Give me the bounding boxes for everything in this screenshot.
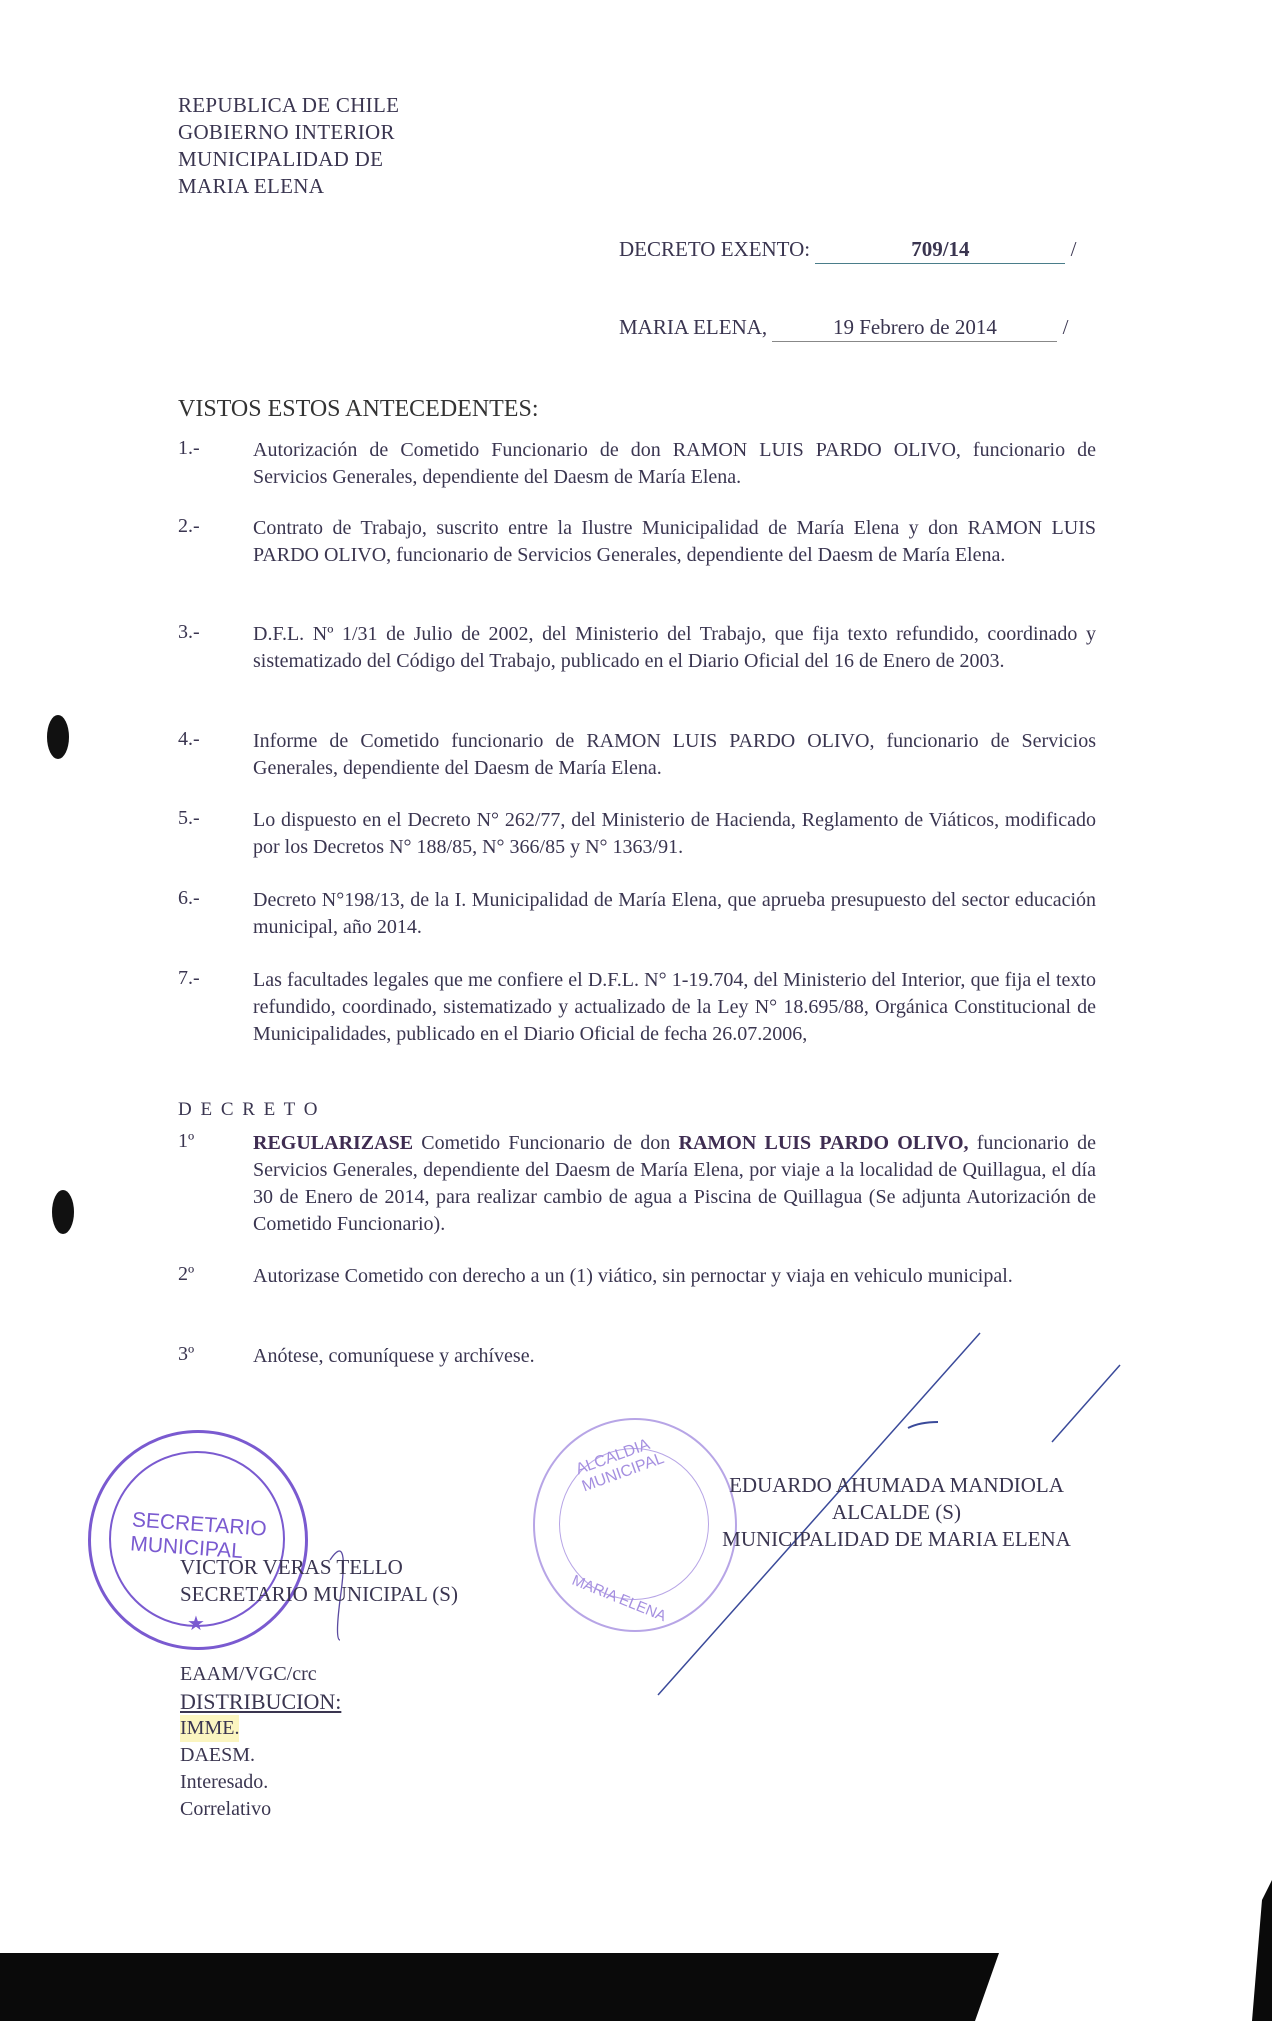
distribution-title: DISTRIBUCION:: [180, 1689, 342, 1714]
stamp-text: MUNICIPAL: [129, 1532, 244, 1564]
letterhead-line: REPUBLICA DE CHILE: [178, 93, 400, 117]
decree-number-value: 709/14: [815, 236, 1065, 264]
distribution-item: Correlativo: [180, 1798, 272, 1820]
mayor-signature: [700, 1472, 1093, 1553]
vistos-item: Las facultades legales que me confiere el D.F.L. N° 1-19.704, del Ministerio del Interior, que fija el texto refundido, coordinado, sistematizado y actualizado de la Ley N° 18.695/88, Orgánica Constitucional de Municipalidades, publicado en el Diario Oficial de fecha 26.07.2006,: [253, 969, 1096, 1045]
bold-text: REGULARIZASE: [253, 1132, 414, 1154]
text: Cometido Funcionario de don: [413, 1132, 679, 1154]
vistos-item: Contrato de Trabajo, suscrito entre la Ilustre Municipalidad de María Elena y don RAMON LUIS PARDO OLIVO, funcionario de Servicios Generales, dependiente del Daesm de María Elena.: [253, 517, 1096, 566]
stamp-text: SECRETARIO: [131, 1508, 268, 1541]
vistos-item: Lo dispuesto en el Decreto N° 262/77, del Ministerio de Hacienda, Reglamento de Viáticos, modificado por los Decretos N° 188/85, N° 366/85 y N° 1363/91.: [253, 809, 1096, 858]
item-number: 1º: [178, 1130, 195, 1152]
decreto-title: D E C R E T O: [178, 1099, 320, 1120]
item-number: 3º: [178, 1343, 195, 1365]
vistos-item: D.F.L. Nº 1/31 de Julio de 2002, del Ministerio del Trabajo, que fija texto refundido, coordinado y sistematizado del Código del Trabajo, publicado en el Diario Oficial del 16 de Enero de 2003.: [253, 623, 1096, 672]
item-number: 3.-: [178, 621, 200, 643]
mayor-name: EDUARDO AHUMADA MANDIOLA: [729, 1473, 1064, 1497]
letterhead-line: MUNICIPALIDAD DE: [178, 147, 384, 171]
vistos-item: Decreto N°198/13, de la I. Municipalidad de María Elena, que aprueba presupuesto del sector educación municipal, año 2014.: [253, 889, 1096, 938]
bold-text: RAMON LUIS PARDO OLIVO,: [678, 1132, 969, 1154]
vistos-item: Informe de Cometido funcionario de RAMON LUIS PARDO OLIVO, funcionario de Servicios Generales, dependiente del Daesm de María Elena.: [253, 730, 1096, 779]
item-number: 6.-: [178, 887, 200, 909]
star-icon: ★: [187, 1613, 205, 1635]
item-number: 5.-: [178, 807, 200, 829]
stamp-text: MARIA ELENA: [569, 1571, 669, 1626]
secretary-signature: [180, 1554, 458, 1608]
item-number: 1.-: [178, 437, 200, 459]
distribution: [180, 1661, 341, 1823]
letterhead-line: MARIA ELENA: [178, 174, 325, 198]
distribution-item: DAESM.: [180, 1744, 256, 1766]
decree-number: DECRETO EXENTO: 709/14 /: [619, 236, 1076, 264]
mayor-org: MUNICIPALIDAD DE MARIA ELENA: [722, 1527, 1071, 1551]
decreto-item: Anótese, comuníquese y archívese.: [253, 1345, 535, 1367]
secretary-name: VICTOR VERAS TELLO: [180, 1555, 403, 1579]
decreto-item: Autorizase Cometido con derecho a un (1) viático, sin pernoctar y viaja en vehiculo municipal.: [253, 1265, 1013, 1287]
item-number: 2º: [178, 1263, 195, 1285]
item-number: 4.-: [178, 728, 200, 750]
place-date-value: 19 Febrero de 2014: [772, 314, 1057, 342]
stamp-text: ALCALDIA MUNICIPAL: [573, 1436, 667, 1496]
distribution-item: IMME.: [180, 1715, 239, 1742]
text: funcionario de Servicios Generales, dependiente del Daesm de María Elena, por viaje a la localidad de Quillagua, el día 30 de Enero de 2014, para realizar cambio de agua a Piscina de Quillagua (Se adjunta Autorización de Cometido Funcionario).: [253, 1132, 1096, 1235]
initials: EAAM/VGC/crc: [180, 1663, 317, 1685]
letterhead-line: GOBIERNO INTERIOR: [178, 120, 395, 144]
place-date-label: MARIA ELENA,: [619, 315, 768, 339]
decree-number-label: DECRETO EXENTO:: [619, 237, 811, 261]
secretary-title: SECRETARIO MUNICIPAL (S): [180, 1582, 458, 1606]
vistos-item: Autorización de Cometido Funcionario de don RAMON LUIS PARDO OLIVO, funcionario de Servicios Generales, dependiente del Daesm de María Elena.: [253, 439, 1096, 488]
item-number: 7.-: [178, 967, 200, 989]
item-number: 2.-: [178, 515, 200, 537]
mayor-title: ALCALDE (S): [832, 1500, 961, 1524]
distribution-item: Interesado.: [180, 1771, 269, 1793]
place-date: MARIA ELENA, 19 Febrero de 2014 /: [619, 314, 1069, 342]
vistos-title: VISTOS ESTOS ANTECEDENTES:: [178, 396, 539, 422]
